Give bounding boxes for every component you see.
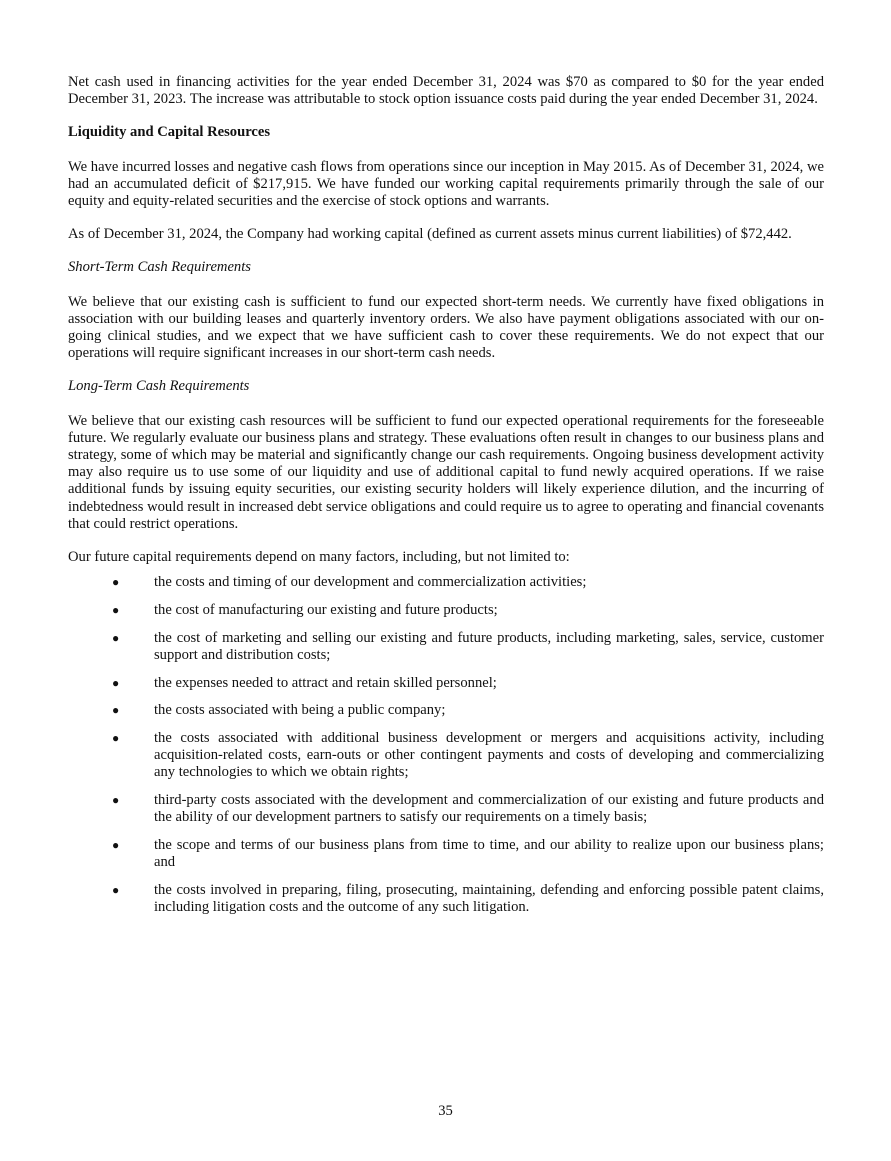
list-item: [68, 792, 824, 826]
bullet-icon: ●: [112, 703, 120, 718]
bullet-icon: ●: [112, 675, 120, 690]
list-item: [68, 882, 824, 916]
long-term-paragraph: We believe that our existing cash resources will be sufficient to fund our expected operational requirements for the foreseeable future. We regularly evaluate our business plans and strategy. These evaluations often result in changes to our business plans and strategy, some of which may be material and significantly change our cash requirements. Ongoing business development activity may also require us to use some of our liquidity and use of additional capital to fund newly acquired operations. If we raise additional funds by issuing equity securities, our existing security holders will likely experience dilution, and the incurring of indebtedness would result in increased debt service obligations and could require us to agree to operating and financial covenants that could restrict operations.: [68, 412, 824, 532]
bullet-icon: ●: [112, 793, 120, 808]
list-item-text: the expenses needed to attract and retain skilled personnel;: [154, 674, 497, 691]
list-item: [68, 730, 824, 782]
list-item: [68, 702, 824, 719]
list-item-text: the costs associated with additional business development or mergers and acquisitions activity, including acquisition-related costs, earn-outs or other contingent payments and costs of developing and commercializing any technologies to which we obtain rights;: [154, 729, 824, 781]
list-item-text: third-party costs associated with the development and commercialization of our existing and future products and the ability of our development partners to satisfy our requirements on a timely basis;: [154, 792, 824, 826]
bullet-icon: ●: [112, 838, 120, 852]
factors-list: [68, 574, 824, 916]
working-capital-paragraph: As of December 31, 2024, the Company had working capital (defined as current assets minus current liabilities) of $72,442.: [68, 226, 792, 243]
short-term-heading: Short-Term Cash Requirements: [68, 259, 251, 276]
list-item: [68, 630, 824, 664]
long-term-heading: Long-Term Cash Requirements: [68, 378, 250, 395]
list-item: [68, 602, 824, 619]
list-item-text: the costs involved in preparing, filing, prosecuting, maintaining, defending and enforcing possible patent claims, including litigation costs and the outcome of any such litigation.: [154, 881, 824, 916]
bullet-icon: ●: [112, 882, 120, 897]
bullet-icon: ●: [112, 730, 120, 745]
factors-intro: Our future capital requirements depend on many factors, including, but not limited to:: [68, 549, 570, 566]
list-item: [68, 574, 824, 591]
list-item-text: the cost of marketing and selling our existing and future products, including marketing, sales, service, customer support and distribution costs;: [154, 629, 824, 663]
list-item-text: the cost of manufacturing our existing and future products;: [154, 601, 498, 618]
financing-paragraph: Net cash used in financing activities for the year ended December 31, 2024 was $70 as compared to $0 for the year ended December 31, 2023. The increase was attributable to stock option issuance costs paid during the year ended December 31, 2024.: [68, 74, 824, 108]
losses-paragraph: We have incurred losses and negative cash flows from operations since our inception in May 2015. As of December 31, 2024, we had an accumulated deficit of $217,915. We have funded our working capital requirements primarily through the sale of our equity and equity-related securities and the exercise of stock options and warrants.: [68, 158, 824, 210]
list-item-text: the scope and terms of our business plans from time to time, and our ability to realize upon our business plans; and: [154, 837, 824, 871]
list-item: [68, 837, 824, 871]
document-page: [68, 74, 824, 927]
list-item-text: the costs associated with being a public company;: [154, 702, 446, 719]
list-item: [68, 675, 824, 692]
page-number: 35: [438, 1103, 453, 1119]
liquidity-heading: Liquidity and Capital Resources: [68, 124, 271, 141]
bullet-icon: ●: [112, 575, 120, 590]
short-term-paragraph: We believe that our existing cash is sufficient to fund our expected short-term needs. We currently have fixed obligations in association with our building leases and quarterly inventory orders. We also have payment obligations associated with our on-going clinical studies, and we expect that we have sufficient cash to cover these requirements. We do not expect that our operations will require significant increases in our short-term cash needs.: [68, 293, 824, 362]
bullet-icon: ●: [112, 602, 120, 617]
bullet-icon: ●: [112, 630, 120, 645]
list-item-text: the costs and timing of our development and commercialization activities;: [154, 574, 587, 591]
